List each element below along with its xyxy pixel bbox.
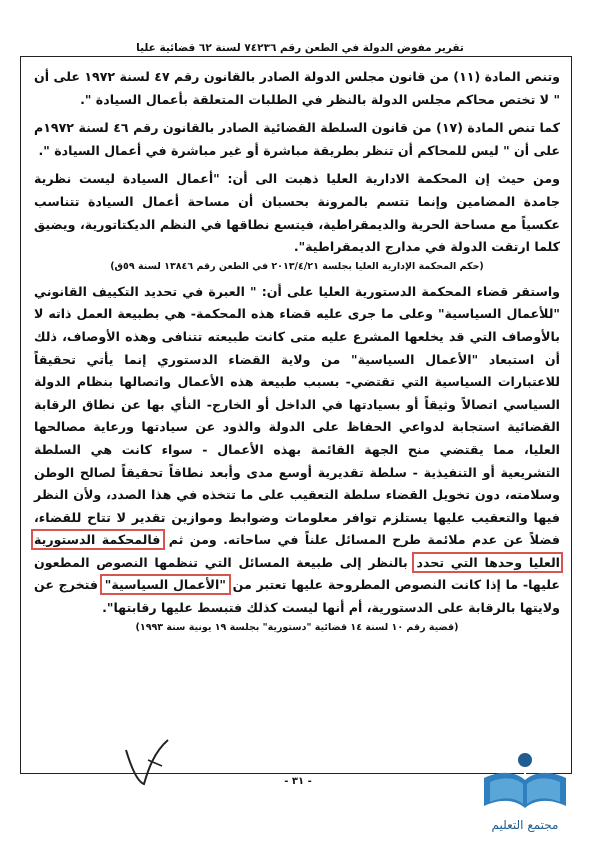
citation-constitutional-court: (قضية رقم ١٠ لسنة ١٤ قضائية "دستورية" بجلسة ١٩ يونية سنة ١٩٩٣) [135,621,459,633]
document-body [34,66,560,636]
paragraph-text-part2: بالنظر إلى طبيعة المسائل التي تنظمها النصوص المطعون عليها- ما إذا كانت النصوص المطروحة عليها تعتبر من [34,554,560,593]
signature-mark [118,730,178,790]
paragraph-text-part1: واستقر قضاء المحكمة الدستورية العليا على أن: " العبرة في تحديد التكييف القانوني "للأعمال السياسية" وعلى ما جرى عليه قضاء هذه المحكمة- هي بطبيعة العمل ذاته لا بالأوصاف التي قد يخلعها المشرع عليه متى كانت طبيعته تتنافى وهذه الأوصاف، ذلك أن استبعاد "الأعمال السياسية" من ولاية القضاء الدستوري إنما يأتي تحقيقاً للاعتبارات السياسية التي تقتضي- بسبب طبيعة هذه الأعمال واتصالها بنظام الدولة السياسي اتصالاً وثيقاً أو بسيادتها في الداخل أو الخارج- النأي بها عن نطاق الرقابة القضائية استجابة لدواعي الحفاظ على الدولة والذود عن سيادتها ورعاية مصالحها العليا، مما يقتضي منح الجهة القائمة بهذه الأعمال - سواء كانت هي السلطة التشريعية أو التنفيذية - سلطة تقديرية أوسع مدى وأبعد نطاقاً تحقيقاً لصالح الوطن وسلامته، دون تخويل القضاء سلطة التعقيب على ما تتخذه في هذا الصدد، ولأن النظر فيها والتعقيب عليها يستلزم توافر معلومات وضوابط وموازين تقدير لا تتاح للقضاء، فضلاً عن عدم ملائمة طرح المسائل علناً في ساحاته. ومن ثم [34,283,560,548]
highlight-constitutional-court: فالمحكمة الدستورية العليا وحدها التي تحدد [34,532,560,570]
paragraph-constitutional-court [34,281,560,620]
citation-admin-court: (حكم المحكمة الإدارية العليا بجلسة ٢٠١٣/٤/٢١ في الطعن رقم ١٣٨٤٦ لسنة ٥٩ق) [110,260,484,272]
paragraph-article-11: وتنص المادة (١١) من قانون مجلس الدولة الصادر بالقانون رقم ٤٧ لسنة ١٩٧٢ على أن " لا تختص محاكم مجلس الدولة بالنظر في الطلبات المتعلقة بأعمال السيادة ". [34,69,561,107]
highlight-political-acts: "الأعمال السياسية" [104,577,226,593]
page-number: - ٣١ - [284,776,312,787]
paragraph-text-part3: فتخرج عن ولايتها بالرقابة على الدستورية، أم أنها ليست كذلك فتبسط عليها رقابتها". [34,577,560,616]
book-hat-icon [466,748,584,818]
paragraph-admin-court: ومن حيث إن المحكمة الادارية العليا ذهبت الى أن: "أعمال السيادة ليست نظرية جامدة المضامين وإنما تتسم بالمرونة بحسبان أن مساحة أعمال السيادة تتناسب عكسياً مع مساحة الحرية والديمقراطية، فيتسع نطاقها في النظم الديكتاتورية، ويضيق كلما ارتقت الدولة في مدارج الديمقراطية". [34,171,560,255]
site-logo [466,748,584,838]
paragraph-article-17: كما تنص المادة (١٧) من قانون السلطة القضائية الصادر بالقانون رقم ٤٦ لسنة ١٩٧٢م على أن " ليس للمحاكم أن تنظر بطريقة مباشرة أو غير مباشرة في أعمال السيادة ". [34,120,561,158]
page-header: تقرير مفوض الدولة في الطعن رقم ٧٤٢٣٦ لسنة ٦٢ قضائية عليا [136,42,464,54]
logo-text: مجتمع التعليم [491,818,559,832]
